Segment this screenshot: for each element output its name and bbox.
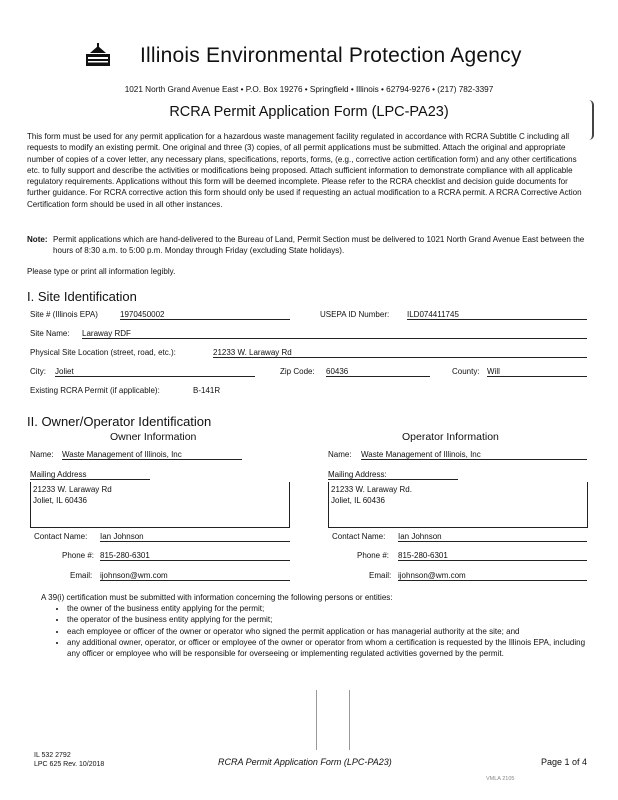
site-name-field[interactable]: Laraway RDF bbox=[82, 329, 587, 339]
intro-paragraph: This form must be used for any permit application for a hazardous waste management facility regulated in accordance with RCRA Subtitle C including all requests to modify an existing permit. One original and three (3) copies, of all permit applications must be submitted. Attach the original and appropriate number of copies of a cover letter, any necessary plans, specifications, reports, forms, (e.g., corrective action certification form) and any other certifications etc. to fully support and describe the activities or modifications being proposed. Attach sufficient information to demonstrate compliance with all applicable regulatory requirements. Applications without this form will be deemed incomplete. Please refer to the RCRA checklist and decision guide documents for further guidance. For RCRA corrective action this form should only be used if requesting an actual modification to a RCRA permit. A RCRA Corrective Action Certification form should be used in all other instances. bbox=[27, 132, 582, 209]
usepa-id-label: USEPA ID Number: bbox=[320, 310, 390, 319]
owner-info-heading: Owner Information bbox=[110, 431, 197, 443]
delivery-note bbox=[27, 234, 589, 257]
operator-name-label: Name: bbox=[328, 450, 352, 459]
operator-mailing-line2: Joliet, IL 60436 bbox=[331, 496, 385, 505]
owner-mailing-line2: Joliet, IL 60436 bbox=[33, 496, 87, 505]
operator-name-field[interactable]: Waste Management of Illinois, Inc bbox=[361, 450, 587, 460]
site-number-label: Site # (Illinois EPA) bbox=[30, 310, 98, 319]
owner-mailing-address-box[interactable] bbox=[30, 482, 290, 528]
note-text: Permit applications which are hand-delivered to the Bureau of Land, Permit Section must be delivered to 1021 North Grand Avenue East between the hours of 8:30 a.m. to 5:00 p.m. Monday through Friday (excluding State holidays). bbox=[53, 235, 585, 256]
owner-name-label: Name: bbox=[30, 450, 54, 459]
physical-location-field[interactable]: 21233 W. Laraway Rd bbox=[213, 348, 587, 358]
city-field[interactable]: Joliet bbox=[55, 367, 255, 377]
certification-section bbox=[41, 592, 589, 659]
existing-permit-field[interactable]: B-141R bbox=[193, 386, 221, 395]
county-label: County: bbox=[452, 367, 480, 376]
agency-address: 1021 North Grand Avenue East • P.O. Box 19276 • Springfield • Illinois • 62794-9276 • (217) 782-3397 bbox=[124, 85, 494, 94]
instructions-text: Please type or print all information legibly. bbox=[27, 267, 176, 276]
owner-mailing-line1: 21233 W. Laraway Rd bbox=[33, 485, 112, 494]
certification-lead: A 39(i) certification must be submitted with information concerning the following persons or entities: bbox=[41, 593, 393, 602]
state-seal-icon bbox=[80, 42, 116, 68]
operator-contact-field[interactable]: Ian Johnson bbox=[398, 532, 587, 542]
owner-contact-label: Contact Name: bbox=[34, 532, 88, 541]
owner-phone-label: Phone #: bbox=[62, 551, 95, 560]
zip-code-field[interactable]: 60436 bbox=[326, 367, 430, 377]
footer-form-title: RCRA Permit Application Form (LPC-PA23) bbox=[218, 757, 392, 767]
operator-mailing-address-box[interactable] bbox=[328, 482, 588, 528]
owner-name-field[interactable]: Waste Management of Illinois, Inc bbox=[62, 450, 242, 460]
list-item: • the operator of the business entity applying for the permit; bbox=[67, 614, 589, 625]
physical-location-label: Physical Site Location (street, road, etc.): bbox=[30, 348, 176, 357]
certification-list bbox=[41, 603, 589, 659]
site-number-field[interactable]: 1970450002 bbox=[120, 310, 290, 320]
usepa-id-field[interactable]: ILD074411745 bbox=[407, 310, 587, 320]
scan-artifact-line bbox=[349, 690, 350, 750]
section-owner-operator-heading: II. Owner/Operator Identification bbox=[27, 414, 212, 429]
footer-revision: LPC 625 Rev. 10/2018 bbox=[34, 761, 105, 768]
footer-stamp: VMLA 2105 bbox=[486, 776, 515, 782]
owner-mailing-label: Mailing Address bbox=[30, 470, 150, 480]
agency-name: Illinois Environmental Protection Agency bbox=[140, 44, 522, 67]
operator-email-field[interactable]: ijohnson@wm.com bbox=[398, 571, 587, 581]
owner-email-label: Email: bbox=[70, 571, 93, 580]
existing-permit-label: Existing RCRA Permit (if applicable): bbox=[30, 386, 160, 395]
operator-info-heading: Operator Information bbox=[402, 431, 499, 443]
operator-mailing-line1: 21233 W. Laraway Rd. bbox=[331, 485, 412, 494]
zip-code-label: Zip Code: bbox=[280, 367, 315, 376]
site-name-label: Site Name: bbox=[30, 329, 70, 338]
operator-mailing-label: Mailing Address: bbox=[328, 470, 458, 480]
section-site-identification-heading: I. Site Identification bbox=[27, 289, 137, 304]
note-label: Note: bbox=[27, 235, 48, 244]
county-field[interactable]: Will bbox=[487, 367, 587, 377]
operator-phone-label: Phone #: bbox=[357, 551, 390, 560]
owner-email-field[interactable]: ijohnson@wm.com bbox=[100, 571, 290, 581]
owner-contact-field[interactable]: Ian Johnson bbox=[100, 532, 290, 542]
list-item: • any additional owner, operator, or officer or employee of the owner or operator from whom a certification is requested by the Illinois EPA, including any officer or employee who will be responsible for overseeing or implementing regulated activities governed by the permit. bbox=[67, 637, 589, 659]
operator-phone-field[interactable]: 815-280-6301 bbox=[398, 551, 587, 561]
scan-artifact-edge bbox=[589, 100, 594, 140]
city-label: City: bbox=[30, 367, 46, 376]
footer-form-code: IL 532 2792 bbox=[34, 752, 71, 759]
scan-artifact-line bbox=[316, 690, 317, 750]
operator-contact-label: Contact Name: bbox=[332, 532, 386, 541]
owner-phone-field[interactable]: 815-280-6301 bbox=[100, 551, 290, 561]
form-title: RCRA Permit Application Form (LPC-PA23) bbox=[169, 104, 449, 120]
list-item: • each employee or officer of the owner or operator who signed the permit application or has managerial authority at the site; and bbox=[67, 626, 589, 637]
list-item: • the owner of the business entity applying for the permit; bbox=[67, 603, 589, 614]
operator-email-label: Email: bbox=[369, 571, 392, 580]
footer-page-number: Page 1 of 4 bbox=[541, 757, 588, 767]
